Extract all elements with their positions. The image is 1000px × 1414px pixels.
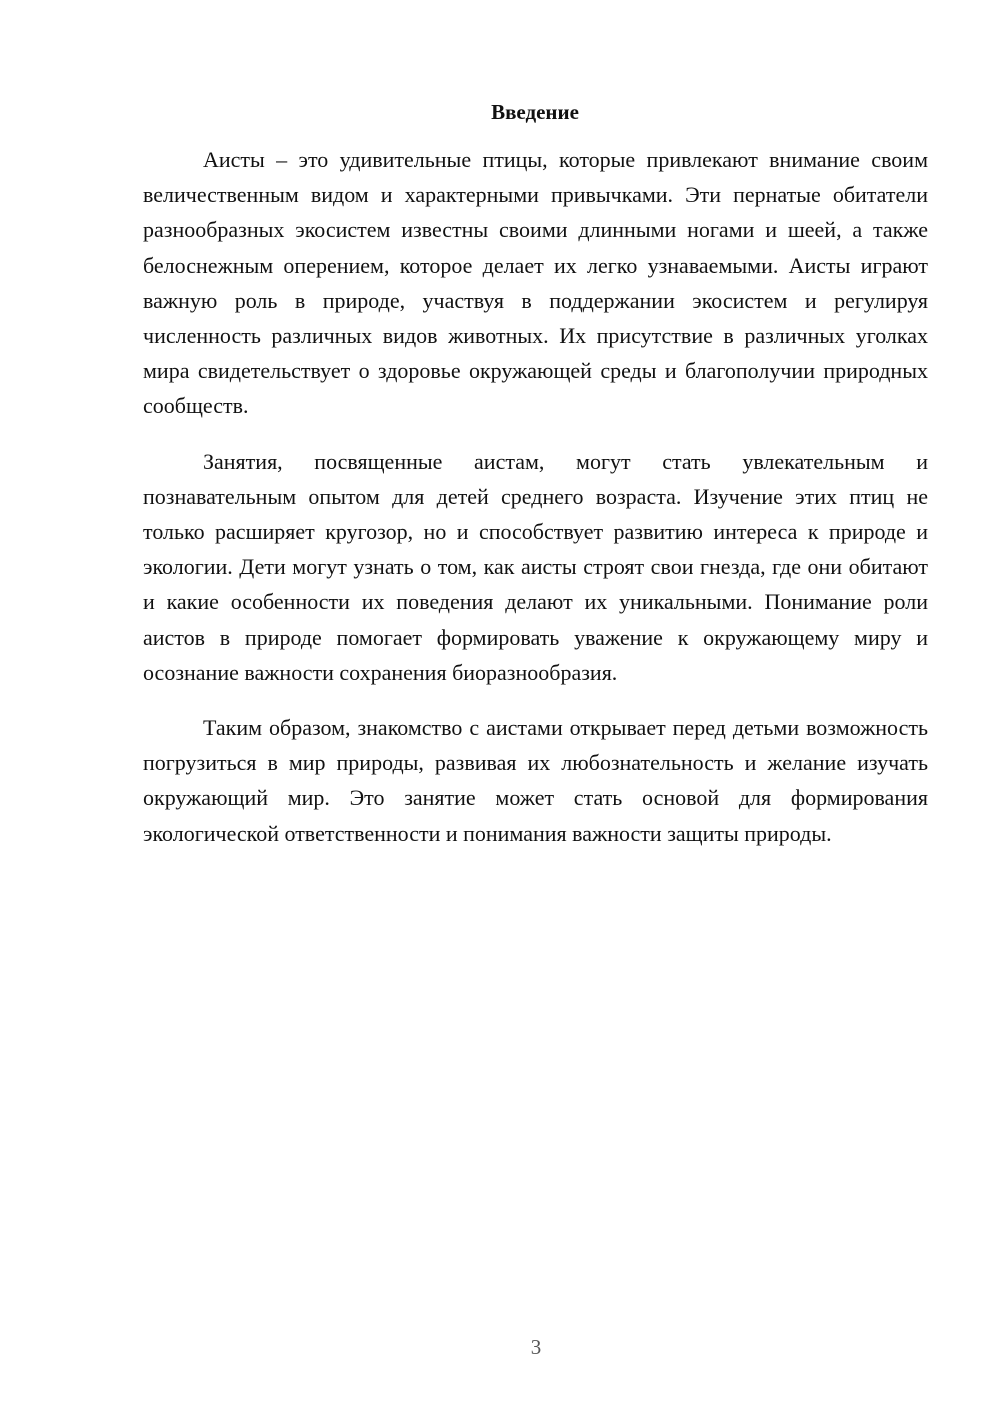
section-heading: Введение bbox=[491, 100, 579, 124]
paragraph-3: Таким образом, знакомство с аистами открывает перед детьми возможность погрузиться в мир природы, развивая их любознательность и желание изучать окружающий мир. Это занятие может стать основой для формирования экологической ответственности и понимания важности защиты природы. bbox=[143, 715, 928, 846]
paragraph-2: Занятия, посвященные аистам, могут стать увлекательным и познавательным опытом для детей среднего возраста. Изучение этих птиц не только расширяет кругозор, но и способствует развитию интереса к природе и экологии. Дети могут узнать о том, как аисты строят свои гнезда, где они обитают и какие особенности их поведения делают их уникальными. Понимание роли аистов в природе помогает формировать уважение к окружающему миру и осознание важности сохранения биоразнообразия. bbox=[143, 448, 928, 685]
paragraph-1: Аисты – это удивительные птицы, которые привлекают внимание своим величественным видом и характерными привычками. Эти пернатые обитатели разнообразных экосистем известны своими длинными ногами и шеей, а также белоснежным оперением, которое делает их легко узнаваемыми. Аисты играют важную роль в природе, участвуя в поддержании экосистем и регулируя численность различных видов животных. Их присутствие в различных уголках мира свидетельствует о здоровье окружающей среды и благополучии природных сообществ. bbox=[143, 147, 928, 419]
body-text bbox=[143, 142, 928, 871]
page-number: 3 bbox=[530, 1335, 542, 1359]
